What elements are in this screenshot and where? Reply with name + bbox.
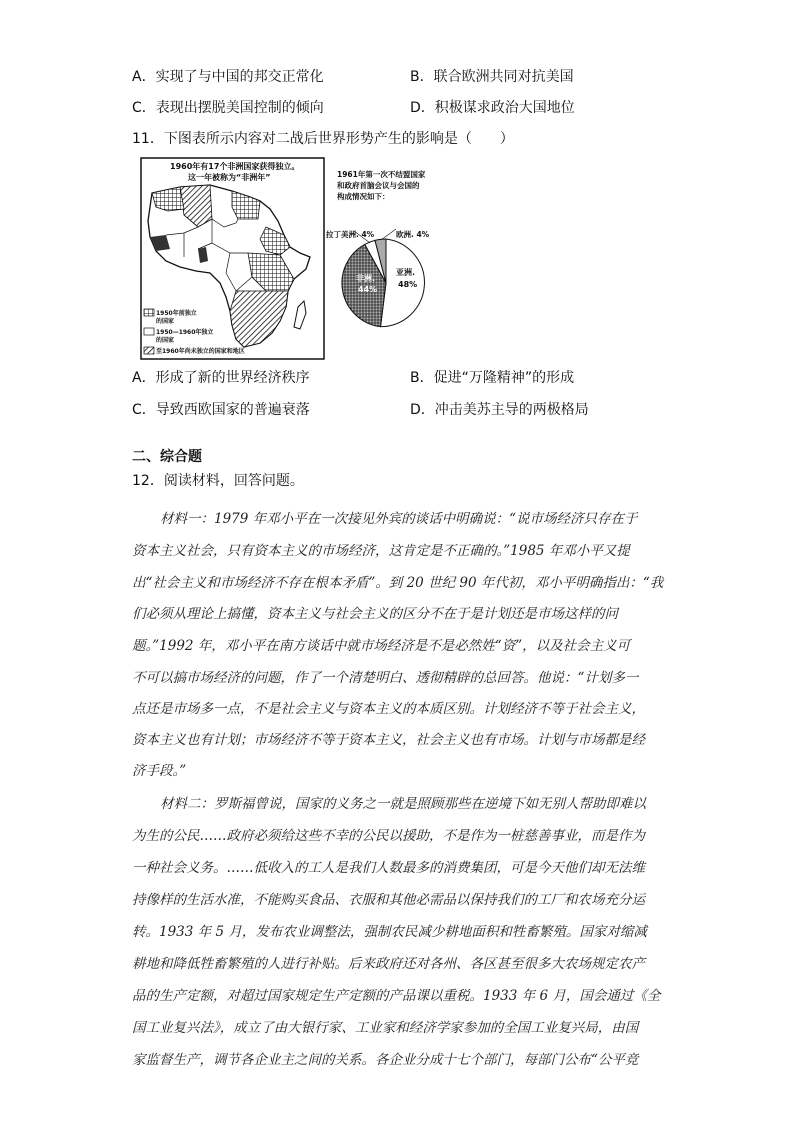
option-text: 实现了与中国的邦交正常化 xyxy=(155,69,324,85)
legend-label-1a: 1950年前独立 xyxy=(156,310,197,317)
material-2-line: 持像样的生活水准，不能购买食品、衣服和其他必需品以保持我们的工厂和农场充分运 xyxy=(132,892,645,908)
q11-option-d[interactable] xyxy=(410,400,589,420)
material-1-line: 题。”1992 年，邓小平在南方谈话中就市场经济是不是必然姓“资”，以及社会主义可 xyxy=(132,638,631,654)
option-letter: B． xyxy=(410,69,434,85)
section-title: 二、综合题 xyxy=(132,449,202,465)
q12-stem: 12．阅读材料，回答问题。 xyxy=(132,473,304,489)
q10-option-a[interactable] xyxy=(132,67,324,87)
material-1-line: 济手段。” xyxy=(132,763,187,779)
q10-option-d[interactable] xyxy=(410,98,575,118)
option-letter: A． xyxy=(132,370,156,386)
option-text: 积极谋求政治大国地位 xyxy=(434,100,575,116)
option-letter: A． xyxy=(132,69,156,85)
option-letter: C． xyxy=(132,100,156,116)
material-1-line: 不可以搞市场经济的问题，作了一个清楚明白、透彻精辟的总回答。他说：“计划多一 xyxy=(132,670,639,686)
q11-option-a[interactable] xyxy=(132,368,310,388)
q11-stem: 11．下图表所示内容对二战后世界形势产生的影响是（ ） xyxy=(132,131,514,147)
q10-option-b[interactable] xyxy=(410,67,574,87)
option-letter: D． xyxy=(410,100,435,116)
material-1-line: 点还是市场多一点，不是社会主义与资本主义的本质区别。计划经济不等于社会主义， xyxy=(132,701,645,717)
pie-label-europe: 欧洲. 4% xyxy=(396,230,430,239)
legend-label-2a: 1950—1960年独立 xyxy=(156,329,214,336)
option-letter: D． xyxy=(410,402,435,418)
pie-label-asia-1: 亚洲. xyxy=(396,268,416,277)
q11-figure xyxy=(140,157,460,362)
pie-caption-2: 和政府首脑会议与会国的 xyxy=(337,181,420,190)
map-caption-2: 这一年被称为“非洲年” xyxy=(188,173,271,182)
option-letter: B． xyxy=(410,370,434,386)
pie-label-africa-1: 非洲. xyxy=(356,274,376,283)
option-text: 表现出摆脱美国控制的倾向 xyxy=(155,100,324,116)
material-1-line: 资本主义社会，只有资本主义的市场经济，这肯定是不正确的。”1985 年邓小平又提 xyxy=(132,543,630,559)
material-2-line: 材料二：罗斯福曾说，国家的义务之一就是照顾那些在逆境下如无别人帮助即难以 xyxy=(160,796,646,812)
material-2-line: 一种社会义务。……低收入的工人是我们人数最多的消费集团，可是今天他们却无法维 xyxy=(132,860,645,876)
q11-option-b[interactable] xyxy=(410,368,574,388)
pie-caption-1: 1961年第一次不结盟国家 xyxy=(337,170,426,179)
option-text: 联合欧洲共同对抗美国 xyxy=(433,69,574,85)
option-text: 促进“万隆精神”的形成 xyxy=(433,370,575,386)
pie-caption-3: 构成情况如下： xyxy=(337,192,390,201)
map-caption-1: 1960年有17个非洲国家获得独立。 xyxy=(170,162,300,171)
legend-label-3: 至1960年尚未独立的国家和地区 xyxy=(156,348,245,355)
pie-label-africa-2: 44% xyxy=(358,285,378,294)
legend-label-2b: 的国家 xyxy=(156,337,175,344)
material-2-line: 为生的公民……政府必须给这些不幸的公民以援助，不是作为一桩慈善事业，而是作为 xyxy=(132,828,645,844)
option-text: 导致西欧国家的普遍衰落 xyxy=(155,402,310,418)
option-text: 形成了新的世界经济秩序 xyxy=(155,370,310,386)
q11-option-c[interactable] xyxy=(132,400,310,420)
pie-chart xyxy=(342,229,425,327)
legend-label-1b: 的国家 xyxy=(156,318,175,325)
pie-label-latin-america: 拉丁美洲. 4% xyxy=(326,230,375,239)
q10-option-c[interactable] xyxy=(132,98,324,118)
material-2-line: 家监督生产，调节各企业主之间的关系。各企业分成十七个部门，每部门公布“公平竞 xyxy=(132,1052,639,1068)
material-1-line: 们必须从理论上搞懂，资本主义与社会主义的区分不在于是计划还是市场这样的问 xyxy=(132,606,618,622)
material-1-line: 材料一：1979 年邓小平在一次接见外宾的谈话中明确说：“说市场经济只存在于 xyxy=(160,511,638,527)
material-1-line: 资本主义也有计划；市场经济不等于资本主义，社会主义也有市场。计划与市场都是经 xyxy=(132,732,645,748)
material-2-line: 品的生产定额，对超过国家规定生产定额的产品课以重税。1933 年 6 月，国会通过《全 xyxy=(132,988,661,1004)
option-letter: C． xyxy=(132,402,156,418)
pie-label-asia-2: 48% xyxy=(398,280,418,289)
option-text: 冲击美苏主导的两极格局 xyxy=(434,402,589,418)
material-1-line: 出“社会主义和市场经济不存在根本矛盾”。到 20 世纪 90 年代初，邓小平明确指出：“我 xyxy=(132,575,664,591)
material-2-line: 国工业复兴法》，成立了由大银行家、工业家和经济学家参加的全国工业复兴局，由国 xyxy=(132,1020,639,1036)
material-2-line: 转。1933 年 5 月，发布农业调整法，强制农民减少耕地面积和牲畜繁殖。国家对缩减 xyxy=(132,924,647,940)
material-2-line: 耕地和降低牲畜繁殖的人进行补贴。后来政府还对各州、各区甚至很多大农场规定农产 xyxy=(132,956,645,972)
